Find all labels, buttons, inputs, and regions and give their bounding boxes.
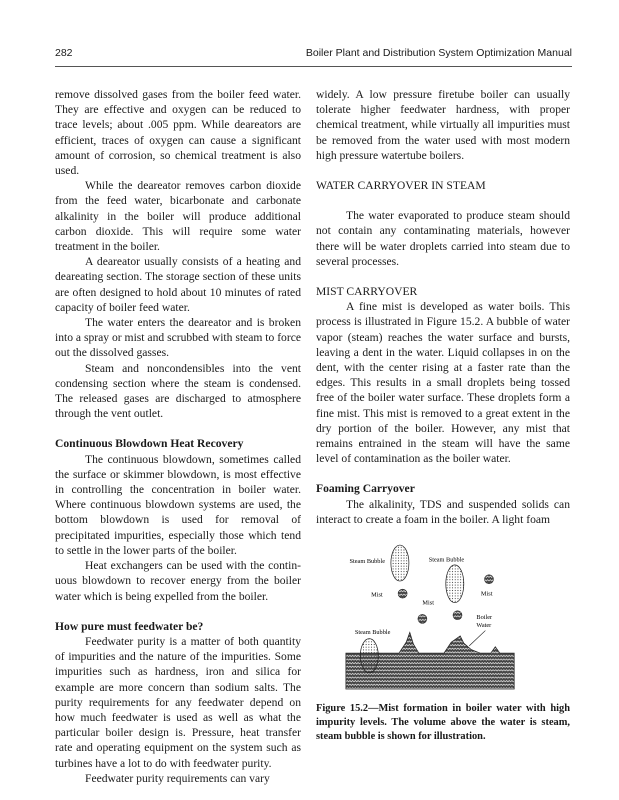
label-steam-bubble: Steam Bubble: [428, 556, 465, 564]
steam-bubble: [446, 565, 464, 603]
mist-droplet: [485, 575, 494, 584]
label-mist: Mist: [480, 590, 493, 598]
paragraph: Steam and noncondensibles into the vent condensing section where the steam is condensed. The released gases are discharged to atmosphere through the vent outlet.: [55, 361, 301, 421]
paragraph: The water enters the deareator and is broken into a spray or mist and scrubbed with steam to force out the dissolved gasses.: [55, 316, 301, 360]
mist-droplet: [453, 611, 462, 620]
paragraph: Feedwater purity requirements can vary: [85, 771, 270, 785]
paragraph: Feedwater purity is a matter of both quantity of impurities and the nature of the impurities. Some impurities such as hardness, iron and silica for example are more concern than sodium salts. The purity requirements for any feedwater depend on how much feedwater is used as well as what the particular boiler design is. Pressure, heat transfer rate and operating equipment on the system such as turbines have a lot to do with feedwater purity.: [55, 634, 301, 770]
leader-line: [469, 631, 485, 646]
steam-bubble: [360, 639, 378, 673]
figure-caption: Figure 15.2—Mist formation in boiler water with high impurity levels. The volume above the water is steam, steam bubble is shown for illustration.: [316, 703, 570, 743]
paragraph: A deareator usually consists of a heating and deareating section. The storage section of these units are often designed to hold about 10 minutes of rated capacity of boiler feed water.: [55, 255, 301, 314]
mist-formation-figure: [300, 535, 570, 700]
header-rule: [55, 66, 572, 67]
section-heading: Foaming Carryover: [316, 482, 415, 496]
label-mist: Mist: [371, 591, 383, 599]
paragraph: Heat exchangers can be used with the continuous blowdown to recover energy from the boiler water which is being expelled from the boiler.: [55, 559, 301, 603]
steam-bubble: [391, 545, 409, 581]
running-title: Boiler Plant and Distribution System Optimization Manual: [305, 47, 572, 59]
section-heading: How pure must feedwater be?: [55, 619, 204, 633]
right-column: [316, 87, 570, 744]
mist-droplet: [398, 589, 407, 598]
label-water: Water: [476, 622, 492, 630]
page-number: 282: [55, 47, 73, 59]
paragraph: remove dissolved gases from the boiler feed water. They are effective and oxygen can be reduced to trace levels; about .005 ppm. While deareators are efficient, traces of oxygen can cause a significant amount of corrosion, so chemical treatment is also used.: [55, 88, 301, 178]
section-heading: MIST CARRYOVER: [316, 285, 418, 299]
mist-droplet: [418, 614, 427, 623]
left-column: [55, 87, 301, 786]
section-heading: Continuous Blowdown Heat Recovery: [55, 437, 244, 451]
paragraph: widely. A low pressure firetube boiler can usually tolerate higher feedwater hardness, with proper chemical treatment, while virtually all impurities must be removed from the water used with most modern high pressure watertube boilers.: [316, 88, 570, 162]
paragraph: The alkalinity, TDS and suspended solids can interact to create a foam in the boiler. A light foam: [316, 497, 570, 526]
paragraph: While the deareator removes carbon dioxide from the feed water, bicarbonate and carbonate alkalinity in the boiler will produce additional carbon dioxide. This will require some water treatment in the boiler.: [55, 179, 301, 254]
paragraph: The continuous blowdown, sometimes called the surface or skimmer blowdown, is most effective in controlling the concentration in boiler water. Where continuous blowdown systems are used, the bottom blowdown is used for removal of precipitated impurities, especially those which tend to settle in the lower parts of the boiler.: [55, 452, 301, 557]
label-mist: Mist: [422, 599, 434, 607]
section-heading: WATER CARRYOVER IN STEAM: [316, 179, 486, 193]
label-steam-bubble: Steam Bubble: [354, 629, 391, 637]
label-steam-bubble: Steam Bubble: [349, 558, 386, 566]
paragraph: The water evaporated to produce steam should not contain any contaminating materials, however there will be water droplets carried into steam due to several processes.: [316, 209, 570, 268]
paragraph: A fine mist is developed as water boils. This process is illustrated in Figure 15.2. A bubble of water vapor (steam) reaches the water surface and bursts, leaving a dent in the water. Liquid collapses in on the dent, with the center rising at a faster rate than the edges. This results in a small droplets being tossed free of the boiler water surface. These droplets form a fine mist. This mist is removed to a great extent in the dry portion of the boiler. However, any mist that remains entrained in the steam will have the same level of contamination as the boiler water.: [316, 300, 570, 466]
label-boiler: Boiler: [476, 613, 493, 621]
